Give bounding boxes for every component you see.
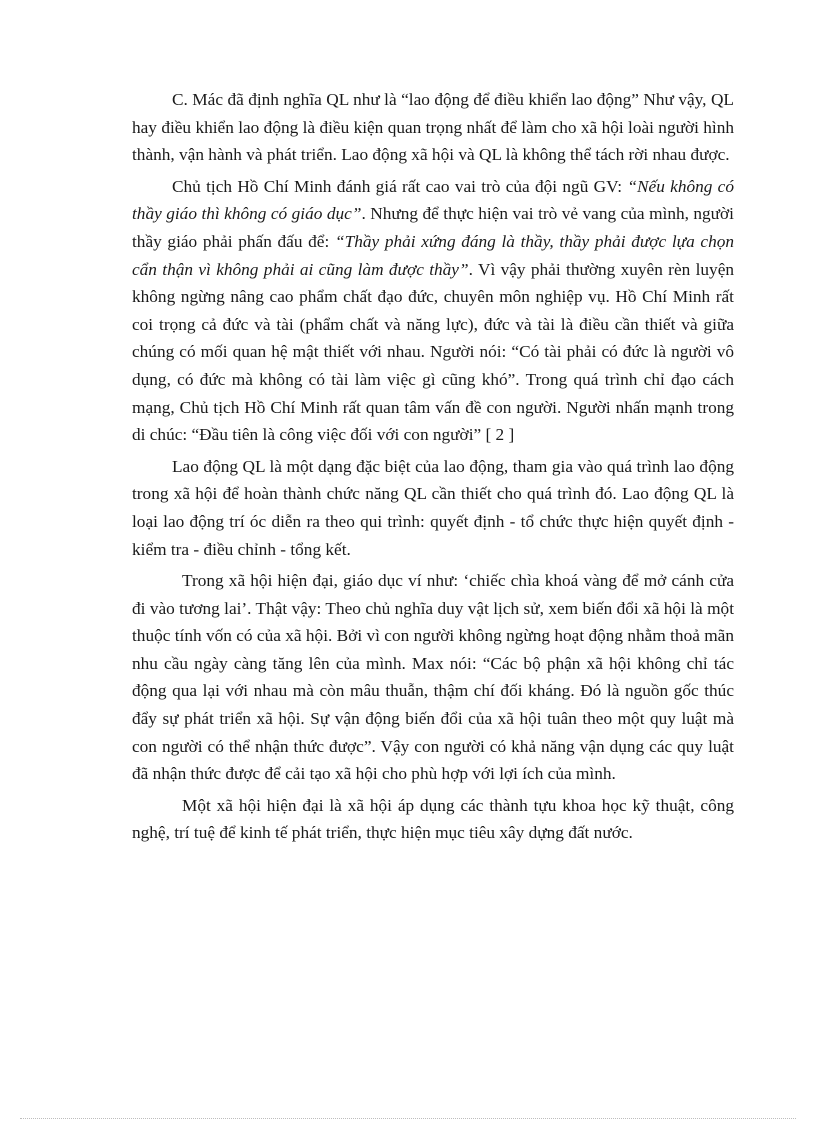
paragraph-modern-society-education: Trong xã hội hiện đại, giáo dục ví như: ‘chiếc chìa khoá vàng để mở cánh cửa đi vào tương lai’. Thật vậy: Theo chủ nghĩa duy vật lịch sử, xem biến đổi xã hội là một thuộc tính vốn có của xã hội. Bởi vì con người không ngừng hoạt động nhằm thoả mãn nhu cầu ngày càng tăng lên của mình. Max nói: “Các bộ phận xã hội không chỉ tác động qua lại với nhau mà còn mâu thuẫn, thậm chí đối kháng. Đó là nguồn gốc thúc đẩy sự phát triển xã hội. Sự vận động biến đổi của xã hội tuân theo một quy luật mà con người có thể nhận thức được”. Vậy con người có khả năng vận dụng các quy luật đã nhận thức được để cải tạo xã hội cho phù hợp với lợi ích của mình.	[132, 571, 734, 784]
paragraph-lead-text: Chủ tịch Hồ Chí Minh đánh giá rất cao vai trò của đội ngũ GV:	[172, 176, 628, 196]
page-bottom-border	[20, 1118, 796, 1119]
paragraph-middle-text: . Nhưng để thực hiện vai trò vẻ vang của mình, người thầy giáo phải phấn đấu để:	[132, 204, 734, 251]
paragraph-modern-society-definition: Một xã hội hiện đại là xã hội áp dụng các thành tựu khoa học kỹ thuật, công nghệ, trí tuệ để kinh tế phát triển, thực hiện mục tiêu xây dựng đất nước.	[132, 795, 734, 843]
paragraph-management-labor: Lao động QL là một dạng đặc biệt của lao động, tham gia vào quá trình lao động trong xã hội để hoàn thành chức năng QL cần thiết cho quá trình đó. Lao động QL là loại lao động trí óc diễn ra theo qui trình: quyết định - tổ chức thực hiện quyết định - kiểm tra - điều chỉnh - tổng kết.	[132, 456, 734, 559]
italic-quote-no-teacher: “Nếu không có thầy giáo thì không có giáo dục”	[132, 176, 734, 224]
document-page	[132, 86, 734, 851]
paragraph-ho-chi-minh-teachers	[132, 173, 734, 449]
italic-quote-worthy-teacher: “Thầy phải xứng đáng là thầy, thầy phải được lựa chọn cẩn thận vì không phải ai cũng làm được thầy”	[132, 231, 734, 279]
paragraph-rest-text: . Vì vậy phải thường xuyên rèn luyện không ngừng nâng cao phẩm chất đạo đức, chuyên môn nghiệp vụ. Hồ Chí Minh rất coi trọng cả đức và tài (phẩm chất và năng lực), đức và tài là điều cần thiết và giữa chúng có mối quan hệ mật thiết với nhau. Người nói: “Có tài phải có đức là người vô dụng, có đức mà không có tài làm việc gì cũng khó”. Trong quá trình chỉ đạo cách mạng, Chủ tịch Hồ Chí Minh rất quan tâm vấn đề con người. Người nhấn mạnh trong di chúc: “Đầu tiên là công việc đối với con người” [ 2 ]	[132, 259, 735, 445]
paragraph-marx-management: C. Mác đã định nghĩa QL như là “lao động để điều khiển lao động” Như vậy, QL hay điều khiển lao động là điều kiện quan trọng nhất để làm cho xã hội loài người hình thành, vận hành và phát triển. Lao động xã hội và QL là không thể tách rời nhau được.	[132, 90, 734, 165]
